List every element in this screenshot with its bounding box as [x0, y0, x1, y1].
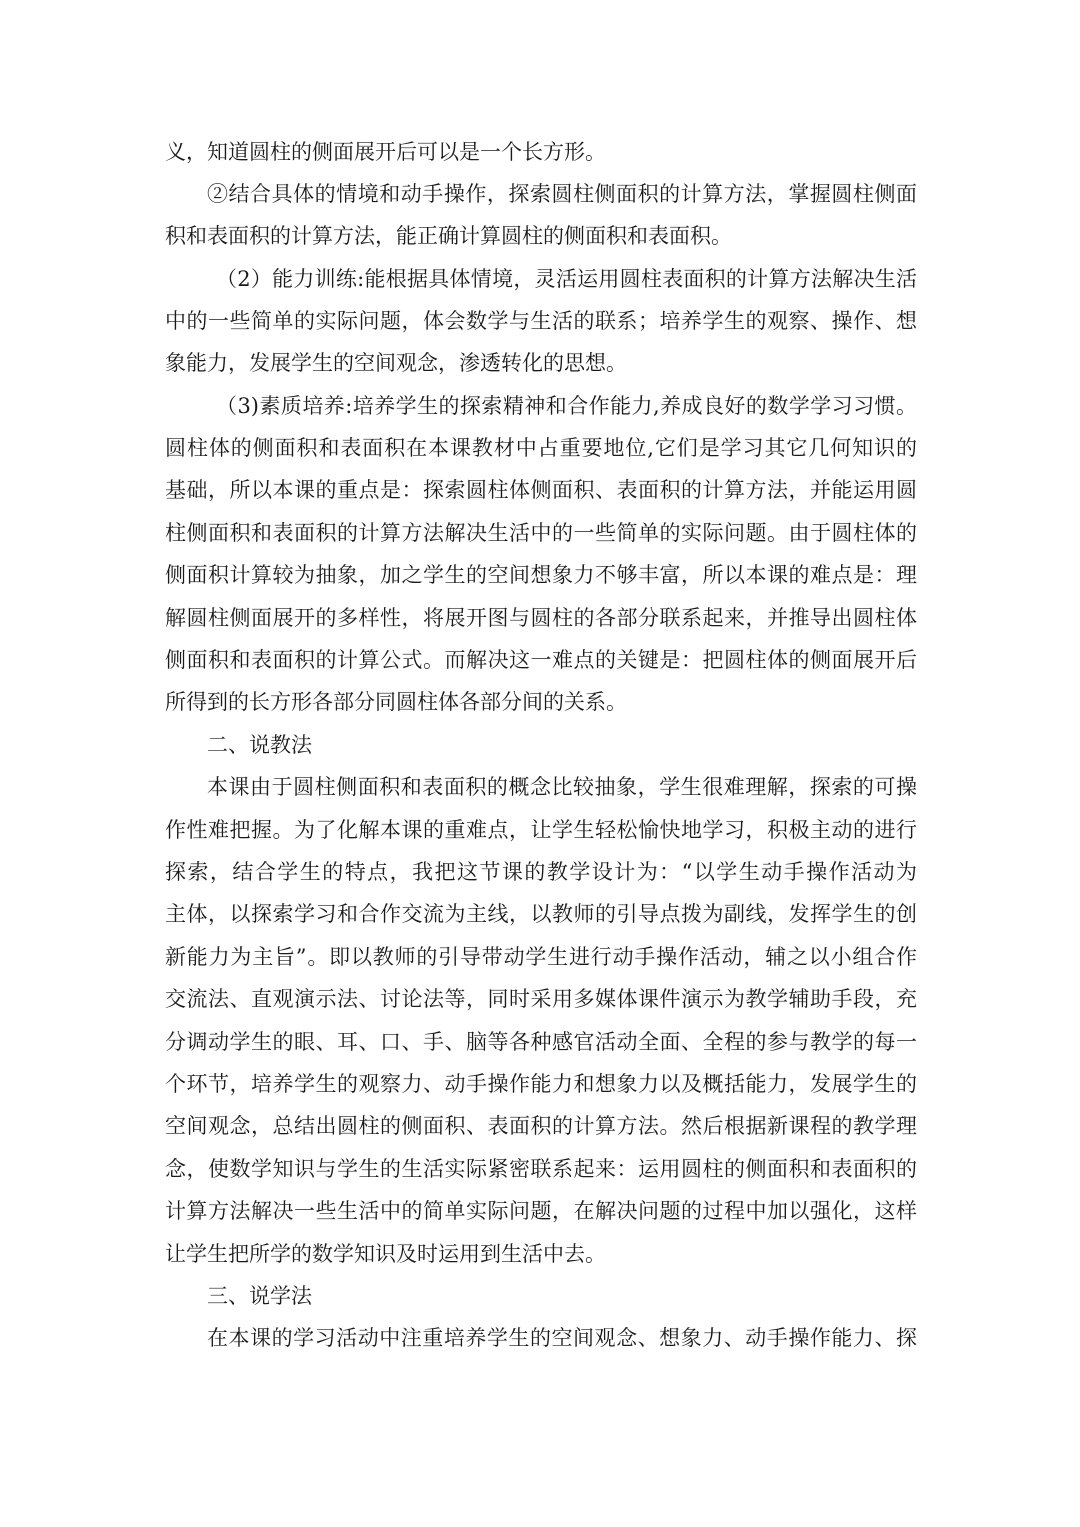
paragraph-line: 积和表面积的计算方法，能正确计算圆柱的侧面积和表面积。: [165, 224, 732, 248]
section-heading: 三、说学法: [207, 1284, 312, 1308]
paragraph-line: 义，知道圆柱的侧面展开后可以是一个长方形。: [165, 140, 606, 164]
paragraph-line: 交流法、直观演示法、讨论法等，同时采用多媒体课件演示为教学辅助手段，充: [165, 987, 917, 1011]
paragraph-line: 侧面积和表面积的计算公式。而解决这一难点的关键是：把圆柱体的侧面展开后: [165, 648, 917, 672]
section-heading: 二、说教法: [207, 733, 312, 757]
paragraph-line: 让学生把所学的数学知识及时运用到生活中去。: [165, 1242, 606, 1266]
paragraph-line: 象能力，发展学生的空间观念，渗透转化的思想。: [165, 351, 627, 375]
paragraph-line: 侧面积计算较为抽象，加之学生的空间想象力不够丰富，所以本课的难点是：理: [165, 563, 917, 587]
paragraph-line: 本课由于圆柱侧面积和表面积的概念比较抽象，学生很难理解，探索的可操: [207, 775, 917, 799]
paragraph-line: 主体，以探索学习和合作交流为主线，以教师的引导点拨为副线，发挥学生的创: [165, 902, 917, 926]
paragraph-line: 作性难把握。为了化解本课的重难点，让学生轻松愉快地学习，积极主动的进行: [165, 818, 917, 842]
paragraph-line: 空间观念，总结出圆柱的侧面积、表面积的计算方法。然后根据新课程的教学理: [165, 1114, 917, 1138]
paragraph-line: （2）能力训练:能根据具体情境，灵活运用圆柱表面积的计算方法解决生活: [216, 267, 917, 291]
paragraph-line: 在本课的学习活动中注重培养学生的空间观念、想象力、动手操作能力、探: [207, 1326, 917, 1350]
paragraph-line: 个环节，培养学生的观察力、动手操作能力和想象力以及概括能力，发展学生的: [165, 1072, 917, 1096]
paragraph-line: 解圆柱侧面展开的多样性，将展开图与圆柱的各部分联系起来，并推导出圆柱体: [165, 606, 917, 630]
paragraph-line: 分调动学生的眼、耳、口、手、脑等各种感官活动全面、全程的参与教学的每一: [165, 1030, 917, 1054]
paragraph-line: 计算方法解决一些生活中的简单实际问题，在解决问题的过程中加以强化，这样: [165, 1199, 917, 1223]
paragraph-line: 基础，所以本课的重点是：探索圆柱体侧面积、表面积的计算方法，并能运用圆: [165, 478, 917, 502]
paragraph-line: 探索，结合学生的特点，我把这节课的教学设计为：“以学生动手操作活动为: [165, 860, 917, 884]
paragraph-line: 念，使数学知识与学生的生活实际紧密联系起来：运用圆柱的侧面积和表面积的: [165, 1157, 917, 1181]
paragraph-line: 新能力为主旨”。即以教师的引导带动学生进行动手操作活动，辅之以小组合作: [165, 945, 917, 969]
paragraph-line: （3)素质培养:培养学生的探索精神和合作能力,养成良好的数学学习习惯。: [216, 394, 917, 418]
paragraph-line: 所得到的长方形各部分同圆柱体各部分间的关系。: [165, 690, 627, 714]
paragraph-line: 圆柱体的侧面积和表面积在本课教材中占重要地位,它们是学习其它几何知识的: [165, 436, 917, 460]
paragraph-line: 中的一些简单的实际问题，体会数学与生活的联系；培养学生的观察、操作、想: [165, 309, 917, 333]
paragraph-line: ②结合具体的情境和动手操作，探索圆柱侧面积的计算方法，掌握圆柱侧面: [207, 182, 917, 206]
paragraph-line: 柱侧面积和表面积的计算方法解决生活中的一些简单的实际问题。由于圆柱体的: [165, 521, 917, 545]
